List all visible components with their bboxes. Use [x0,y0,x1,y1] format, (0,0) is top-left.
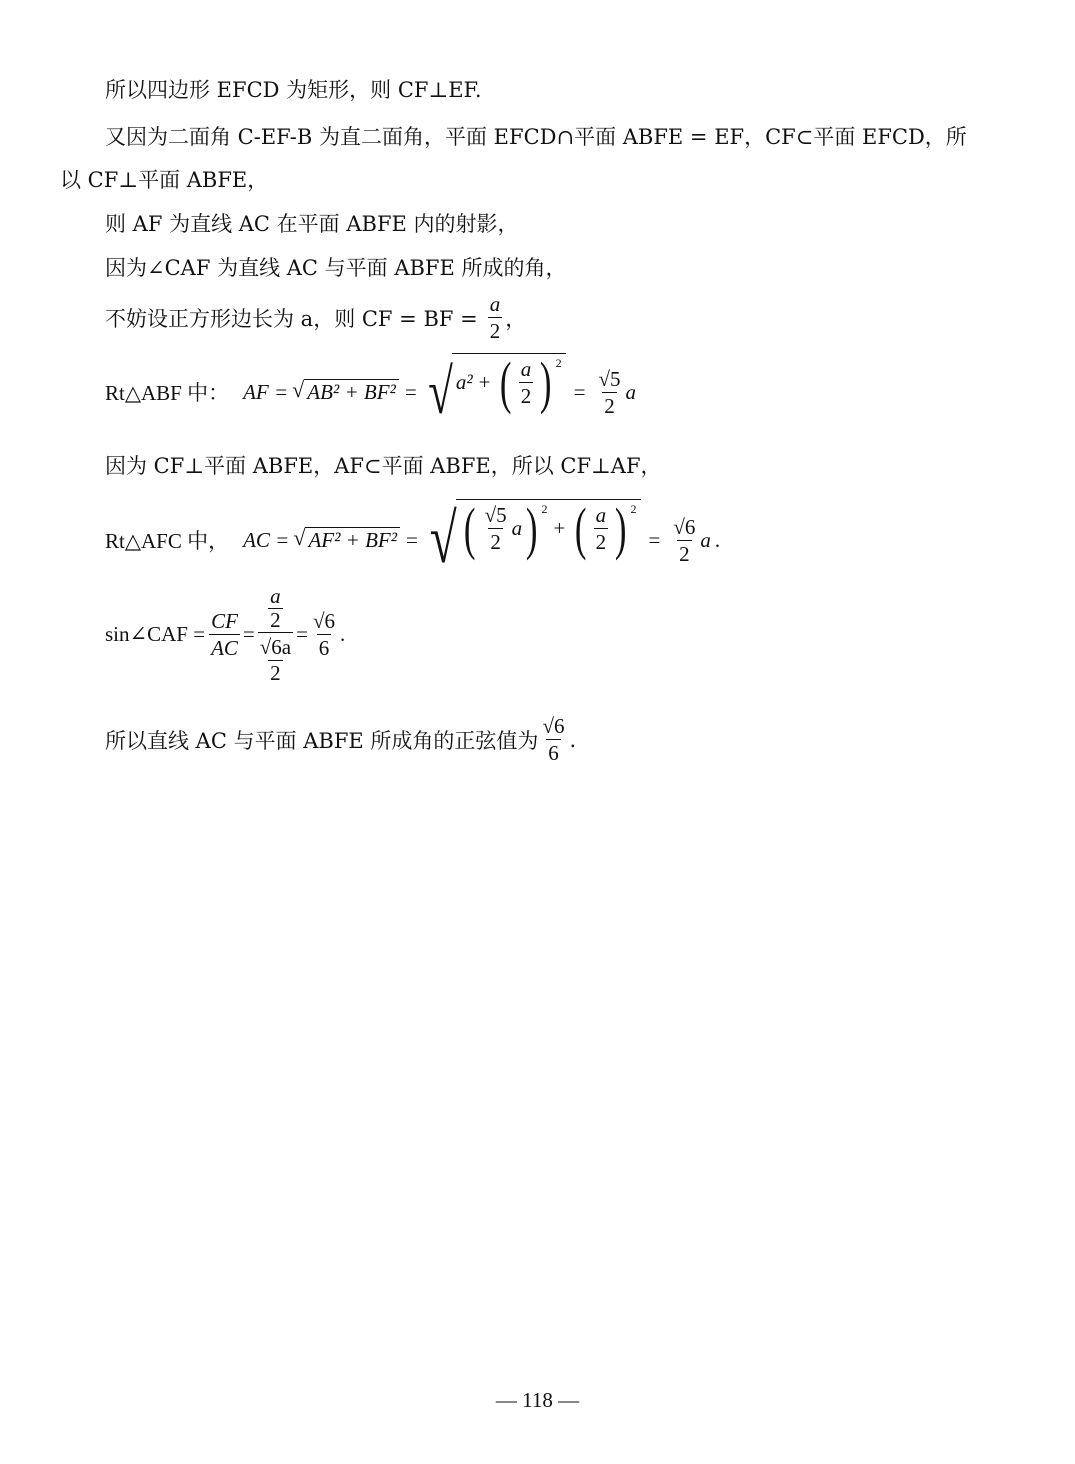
fraction-numerator: CF [211,609,238,633]
sqrt-ab2-bf2 [292,379,399,405]
fraction-cf-over-ac [209,609,240,660]
compound-fraction [258,584,293,685]
fraction-denominator: 6 [318,636,330,660]
line-9 [105,495,721,578]
page-number: — 118 — [495,1388,580,1412]
denominator-2: 2 [270,661,281,685]
left-paren: ( [464,495,476,561]
fraction-denominator: 2 [489,319,501,343]
fraction-numerator: a [595,503,607,527]
variable-a: a [700,527,711,552]
line-10 [105,584,345,685]
line-3: 以 CF⊥平面 ABFE， [60,168,269,192]
left-paren: ( [575,495,587,561]
big-sqrt-body [456,495,640,561]
sqrt-body: AF² + BF² [305,527,400,553]
period: . [714,527,721,552]
sqrt-af2-bf2 [293,527,400,553]
plus: + [553,516,566,540]
fraction-numerator: √5 [484,503,507,527]
variable-a: a [511,516,523,540]
equals: = [406,527,418,552]
fraction-denominator: 2 [595,530,607,554]
sqrt-sign: √ [293,525,306,550]
equals: = [573,379,586,404]
left-paren: ( [500,349,512,415]
variable-a: a [625,379,636,404]
right-paren: ) [615,495,627,561]
period: . [569,727,577,752]
line-1: 所以四边形 EFCD 为矩形，则 CF⊥EF. [105,78,482,102]
fraction-numerator: a [520,357,532,381]
line-11-text: 所以直线 AC 与平面 ABFE 所成角的正弦值为 [105,728,539,753]
equals: = [404,379,417,404]
numerator-a: a [270,584,281,608]
compound-numerator [266,584,285,632]
sqrt-body: AB² + BF² [304,379,399,405]
plus: + [478,370,491,394]
line-8: 因为 CF⊥平面 ABFE，AF⊂平面 ABFE，所以 CF⊥AF， [105,454,662,478]
line-10-text: sin∠CAF = [105,622,206,646]
af-equals: AF = [243,379,289,404]
equals: = [296,622,308,646]
exponent: 2 [630,501,637,516]
fraction-root6-over-6 [540,714,566,765]
fraction-denominator: 2 [490,530,501,554]
fraction-numerator: √6 [542,714,565,738]
line-4: 则 AF 为直线 AC 在平面 ABFE 内的射影， [105,212,519,236]
big-sqrt-sign: √ [429,501,457,578]
fraction-root5-over-2 [596,367,622,418]
fraction-a-over-2 [519,357,534,408]
equals: = [242,622,255,646]
fraction-numerator: √5 [598,366,621,391]
exponent: 2 [541,501,548,516]
numerator-2: 2 [270,608,281,632]
compound-denominator [258,632,293,685]
a-squared: a² [455,370,473,394]
big-sqrt-body [452,349,566,415]
big-sqrt-sign: √ [427,356,453,427]
fraction-root5-over-2 [483,503,509,554]
comma: ， [505,306,527,331]
line-6 [105,292,526,343]
ac-equals: AC = [243,527,290,552]
equals: = [648,527,661,552]
line-7-text: Rt△ABF 中： [105,381,230,405]
denominator-root6a: √6a [259,635,292,659]
fraction-a-over-2 [488,292,503,343]
line-11 [105,714,576,765]
fraction-denominator: 2 [679,541,690,566]
sqrt-sign: √ [292,377,305,402]
fraction-denominator: 6 [548,741,559,765]
fraction-a-over-2 [594,503,609,554]
fraction-root6-over-6 [311,609,337,660]
fraction-numerator: √6 [673,514,696,539]
line-6-text: 不妨设正方形边长为 a，则 CF = BF = [105,306,478,331]
fraction-numerator: √6 [312,609,335,633]
fraction-denominator: 2 [604,393,615,418]
line-2: 又因为二面角 C-EF-B 为直二面角，平面 EFCD∩平面 ABFE = EF，CF⊂平面 EFCD，所 [105,125,967,149]
right-paren: ) [526,495,538,561]
line-5: 因为∠CAF 为直线 AC 与平面 ABFE 所成的角， [105,256,567,280]
line-9-text: Rt△AFC 中， [105,529,230,553]
line-7 [105,349,636,427]
fraction-root6-over-2 [671,515,697,566]
fraction-numerator: a [489,292,501,316]
fraction-denominator: AC [211,636,238,660]
right-paren: ) [540,349,552,415]
fraction-denominator: 2 [520,384,532,408]
exponent: 2 [555,355,562,370]
period: . [339,622,346,646]
